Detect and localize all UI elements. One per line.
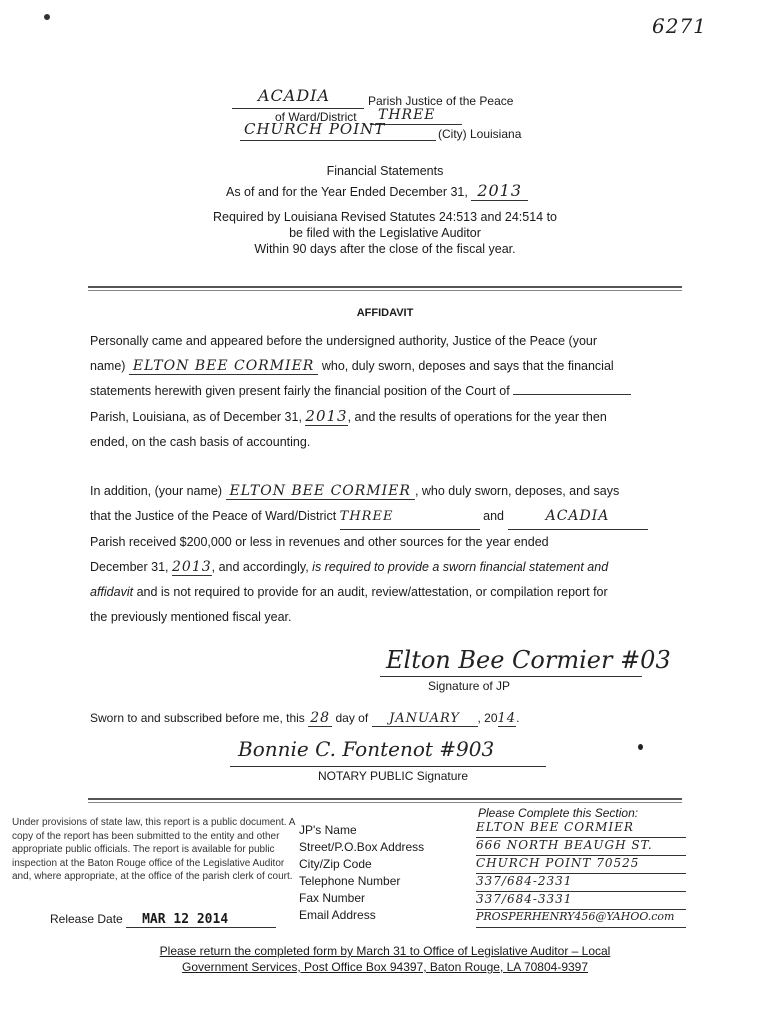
title-year-handwritten: 2013	[471, 181, 528, 201]
label-street: Street/P.O.Box Address	[299, 840, 425, 854]
sworn-day-handwritten: 28	[308, 710, 332, 727]
contact-values	[476, 820, 766, 928]
p2-date-prefix: December 31,	[90, 560, 169, 574]
contact-labels	[299, 822, 424, 924]
sworn-year-handwritten: 14	[497, 711, 517, 726]
p1-line-c	[90, 379, 682, 404]
label-telephone: Telephone Number	[299, 874, 401, 888]
p2-year-handwritten: 2013	[172, 559, 212, 575]
scan-speck	[44, 14, 50, 20]
p1-line-a: Personally came and appeared before the undersigned authority, Justice of the Peace (your	[90, 334, 598, 348]
p1-line-e: ended, on the cash basis of accounting.	[90, 435, 311, 449]
p1-court-blank	[513, 382, 631, 395]
form-number: 6271	[652, 14, 707, 38]
p2-line-e	[90, 580, 682, 605]
p2-name-prefix: In addition, (your name)	[90, 484, 223, 498]
sworn-line: Sworn to and subscribed before me, this 28 day of JANUARY , 2014.	[90, 710, 520, 726]
return-line1: Please return the completed form by March 31 to Office of Legislative Auditor – Local	[159, 944, 611, 958]
jp-signature-label: Signature of JP	[428, 679, 511, 693]
value-fax: 337/684-3331	[476, 892, 686, 910]
p2-line-b	[90, 504, 682, 530]
title-line1: Financial Statements	[326, 164, 444, 178]
p1-name-handwritten: ELTON BEE CORMIER	[129, 358, 318, 375]
parish-handwritten: ACADIA	[258, 86, 331, 105]
value-city-zip: CHURCH POINT 70525	[476, 856, 686, 874]
affidavit-paragraph-2	[90, 479, 682, 630]
req-line3: Within 90 days after the close of the fiscal year.	[254, 242, 516, 256]
sworn-prefix: Sworn to and subscribed before me, this	[90, 711, 305, 725]
affidavit-heading: AFFIDAVIT	[356, 307, 414, 319]
city-label: (City) Louisiana	[438, 127, 522, 141]
jp-signature-handwritten: Elton Bee Cormier #03	[386, 646, 671, 674]
p1-court-text: statements herewith given present fairly the financial position of the Court of	[90, 384, 510, 398]
p2-parish-handwritten: ACADIA	[508, 504, 648, 530]
value-email: PROSPERHENRY456@YAHOO.com	[476, 910, 686, 928]
p2-ward-prefix: that the Justice of the Peace of Ward/District	[90, 509, 337, 523]
label-jp-name: JP's Name	[299, 823, 357, 837]
title-line2	[226, 181, 528, 200]
p2-line-a	[90, 479, 682, 504]
release-date-stamp: MAR 12 2014	[126, 912, 276, 928]
header-divider-thin	[88, 290, 682, 291]
p2-name-handwritten: ELTON BEE CORMIER	[226, 483, 415, 500]
p2-name-suffix: , who duly sworn, deposes, and says	[414, 484, 620, 498]
p2-ward-handwritten: THREE	[340, 504, 480, 530]
value-street: 666 NORTH BEAUGH ST.	[476, 838, 686, 856]
release-date-label: Release Date	[50, 912, 123, 926]
notary-label: NOTARY PUBLIC Signature	[318, 769, 469, 783]
label-email: Email Address	[299, 908, 376, 922]
p2-line-d	[90, 555, 682, 580]
label-city-zip: City/Zip Code	[299, 857, 372, 871]
value-jp-name: ELTON BEE CORMIER	[476, 820, 686, 838]
p1-date-suffix: , and the results of operations for the year then	[347, 410, 607, 424]
sworn-month-handwritten: JANUARY	[372, 711, 478, 727]
p2-affidavit-italic: affidavit	[90, 585, 134, 599]
return-line2: Government Services, Post Office Box 94397, Baton Rouge, LA 70804-9397	[181, 960, 589, 974]
p1-line-d	[90, 404, 682, 430]
release-date	[50, 912, 276, 928]
public-document-note: Under provisions of state law, this report is a public document. A copy of the report has been submitted to the entity and other appropriate public officials. The report is available for public inspection at the Baton Rouge office of the Legislative Auditor and, where appropriate, at the office of the parish clerk of court.	[12, 817, 295, 882]
jp-signature-line	[380, 662, 642, 677]
p1-line-b	[90, 354, 682, 379]
title-line2-text: As of and for the Year Ended December 31,	[226, 185, 468, 199]
value-telephone: 337/684-2331	[476, 874, 686, 892]
req-line1: Required by Louisiana Revised Statutes 24:513 and 24:514 to	[213, 210, 557, 224]
p2-line-c: Parish received $200,000 or less in revenues and other sources for the year ended	[90, 535, 549, 549]
complete-heading: Please Complete this Section:	[478, 806, 639, 820]
ward-label: of Ward/District	[275, 110, 357, 124]
req-line2: be filed with the Legislative Auditor	[289, 226, 481, 240]
p2-accordingly: , and accordingly,	[211, 560, 309, 574]
p1-name-suffix: who, duly sworn, deposes and says that the financial	[321, 359, 614, 373]
city-handwritten: CHURCH POINT	[244, 120, 386, 138]
footer-divider	[88, 798, 682, 800]
p2-and: and	[483, 509, 505, 523]
p2-required-italic: is required to provide a sworn financial statement and	[312, 560, 609, 574]
notary-signature-handwritten: Bonnie C. Fontenot #903	[238, 737, 495, 761]
p1-name-prefix: name)	[90, 359, 126, 373]
ward-handwritten: THREE	[378, 107, 436, 123]
parish-label: Parish Justice of the Peace	[368, 94, 514, 108]
p2-not-required: and is not required to provide for an audit, review/attestation, or compilation report for	[136, 585, 608, 599]
ink-dot	[638, 744, 643, 750]
sworn-year-prefix: , 20	[477, 711, 498, 725]
header-divider	[88, 286, 682, 288]
p1-date-prefix: Parish, Louisiana, as of December 31,	[90, 410, 302, 424]
sworn-day-of: day of	[335, 711, 369, 725]
footer-divider-thin	[88, 802, 682, 803]
p2-line-f: the previously mentioned fiscal year.	[90, 610, 292, 624]
affidavit-paragraph-1	[90, 329, 682, 455]
label-fax: Fax Number	[299, 891, 366, 905]
notary-signature-line	[230, 752, 546, 767]
p1-year-handwritten: 2013	[305, 407, 348, 425]
